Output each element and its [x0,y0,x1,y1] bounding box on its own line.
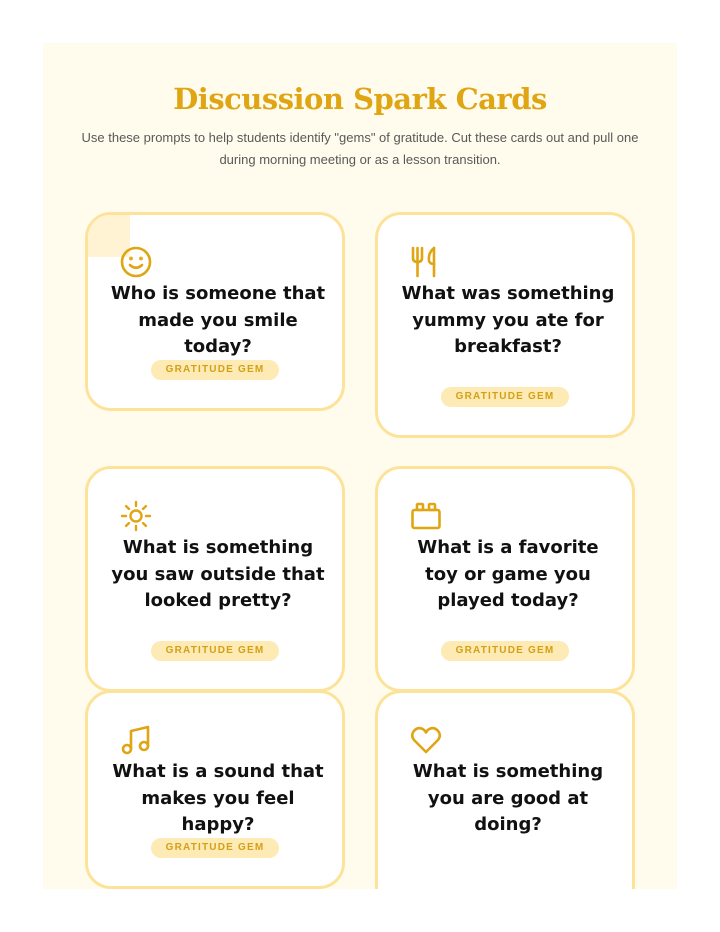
spark-card-6 [375,690,635,889]
fork-spoon-icon [409,245,443,279]
card-question: What was something yummy you ate for breakfast? [401,283,615,357]
spark-card-3 [85,466,345,692]
toy-block-icon [409,499,443,533]
gratitude-gem-badge: GRATITUDE GEM [151,838,279,858]
page-subtitle: Use these prompts to help students identify "gems" of gratitude. Cut these cards out and pull one during morning meeting or as a lesson transition. [81,130,639,167]
page-title: Discussion Spark Cards [173,82,547,116]
smiley-face-icon [119,245,153,279]
spark-card-4 [375,466,635,692]
card-question: Who is someone that made you smile today? [110,283,326,357]
music-note-icon [119,723,153,757]
card-question: What is something you saw outside that looked pretty? [111,537,325,611]
gratitude-gem-badge: GRATITUDE GEM [441,387,569,407]
card-question: What is something you are good at doing? [412,761,604,835]
card-question: What is a favorite toy or game you played today? [417,537,599,611]
spark-card-1 [85,212,345,411]
spark-card-2 [375,212,635,438]
gratitude-gem-badge: GRATITUDE GEM [151,360,279,380]
gratitude-gem-badge: GRATITUDE GEM [441,641,569,661]
spark-card-5 [85,690,345,889]
gratitude-gem-badge: GRATITUDE GEM [151,641,279,661]
heart-icon [409,723,443,757]
sun-icon [119,499,153,533]
card-question: What is a sound that makes you feel happy? [112,761,324,835]
